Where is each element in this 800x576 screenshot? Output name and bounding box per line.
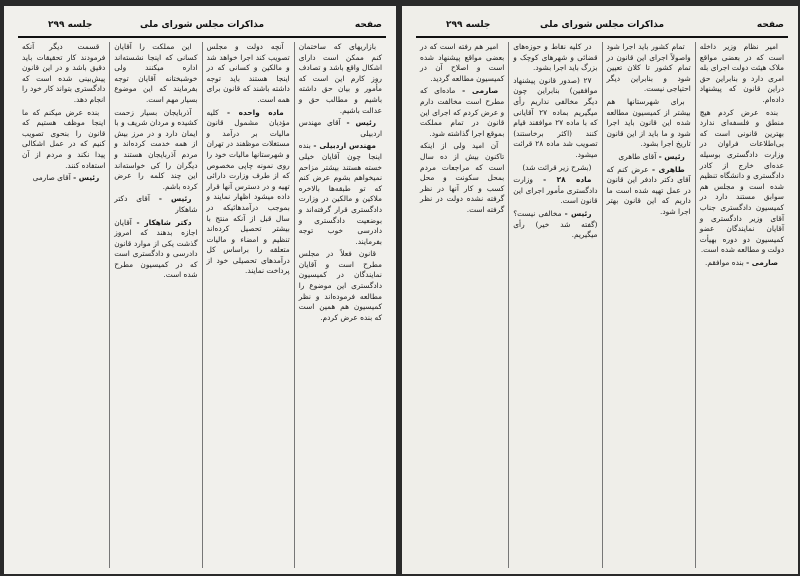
paragraph-text: بنده اینجا چون آقایان خیلی خسته هستند بیشتر مزاحم نمیخواهم بشوم عرض کنم که تو طبقه‌ها بالاخره ملاکین و مالکین در وزارت دادگستری قرار گرفته‌اند و بوضعیت دادگستری و دادرسی خوب توجه بفرمایند. bbox=[298, 141, 382, 246]
text-column bbox=[18, 42, 109, 568]
paragraph bbox=[22, 108, 105, 172]
paragraph bbox=[299, 42, 382, 116]
paragraph-text: وزارت دادگستری مأمور اجرای این قانون است. bbox=[513, 175, 598, 206]
paragraph-text: مخالفی نیست؟ (گفته شد خیر) رأی میگیریم. bbox=[513, 208, 598, 240]
page-number: صفحه bbox=[354, 20, 382, 30]
text-column bbox=[695, 42, 788, 568]
paragraph bbox=[114, 218, 197, 282]
session-number: جلسه ۲۹۹ bbox=[446, 20, 491, 30]
page-header bbox=[18, 20, 386, 36]
paragraph-text: ماده‌ای که مطرح است مخالفت دارم و عرض کردم که اجرای این قانون در تمام مملکت بموقع اجرا گذاشته شود. bbox=[420, 86, 505, 138]
speaker-name: رئیس - bbox=[73, 173, 100, 183]
paragraph bbox=[513, 76, 597, 161]
paragraph bbox=[607, 165, 691, 218]
speaker-name: صارمی - bbox=[462, 86, 499, 96]
header-rule bbox=[416, 36, 788, 38]
paragraph bbox=[700, 108, 784, 256]
speaker-name: ماده واحده - bbox=[227, 107, 284, 117]
paragraph bbox=[513, 42, 597, 74]
paragraph bbox=[299, 118, 382, 139]
right-page bbox=[402, 6, 798, 574]
paragraph bbox=[22, 42, 105, 106]
paragraph-text: بنده عرض میکنم که ما اینجا موظف هستیم که قانون را بنحوی تصویب کنیم که در عمل اشکالی پیدا نکند و مردم از آن استفاده کنند. bbox=[22, 107, 106, 170]
speaker-name: رئیس - bbox=[564, 208, 592, 218]
paragraph bbox=[700, 258, 784, 269]
paragraph bbox=[420, 141, 504, 215]
paragraph bbox=[114, 108, 197, 193]
paragraph-text: بنده عرض کردم هیچ منطق و فلسفه‌ای ندارد بهترین قانونی است که بی‌اطلاعات فراوان در وزارت دادگستری بوسیله عده‌ای خارج از کادر دادگستری و دانشگاه تنظیم شده است و مجلس هم سوابق مستند دارد در کمیسیون دادگستری جناب آقای وزیر دادگستری و آقایان نمایندگان عضو کمیسیون دو دوره بهیأت دولت و مطالعه شده است. bbox=[699, 107, 784, 255]
paragraph-text: آقای دکتر شاهکار bbox=[114, 194, 198, 214]
paragraph bbox=[513, 163, 597, 174]
paragraph-text: تمام کشور باید اجرا شود واصولاً اجرای این قانون در تمام کشور تا کلان تعیین شود و بنابراین دیگر احتیاجی نیست. bbox=[606, 42, 691, 94]
paragraph-text: در کلیه نقاط و حوزه‌های قضائی و شهرهای کوچک و بزرگ باید اجرا بشود. bbox=[513, 42, 598, 73]
text-columns bbox=[416, 42, 788, 568]
text-column bbox=[202, 42, 294, 568]
page-number: صفحه bbox=[756, 20, 784, 30]
text-column bbox=[109, 42, 201, 568]
paragraph bbox=[513, 209, 597, 241]
text-column bbox=[602, 42, 695, 568]
running-title: مذاکرات مجلس شورای ملی bbox=[139, 20, 265, 30]
paragraph-text: برای شهرستانها هم بیشتر از کمیسیون مطالعه شده این قانون باید اجرا شود و ما باید از این قانون تاریخ اجرا بشود. bbox=[606, 96, 691, 149]
paragraph bbox=[420, 86, 504, 139]
paragraph-text: بنده موافقم. bbox=[705, 257, 744, 267]
paragraph bbox=[114, 42, 197, 106]
paragraph-text: آنچه دولت و مجلس تصویب کند اجرا خواهد شد و مالکین و کسانی که در اینجا هستند باید توجه داشته باشند که قانون برای همه است. bbox=[206, 42, 290, 104]
speaker-name: رئیس - bbox=[658, 151, 685, 161]
paragraph bbox=[299, 249, 382, 323]
paragraph-text: آقای صارمی bbox=[32, 173, 71, 183]
paragraph bbox=[607, 152, 691, 163]
speaker-name: دکتر شاهکار - bbox=[136, 217, 192, 227]
paragraph bbox=[207, 108, 290, 278]
text-columns bbox=[18, 42, 386, 568]
left-page bbox=[4, 6, 396, 574]
paragraph bbox=[700, 42, 784, 106]
paragraph-text: آذربایجان بسیار زحمت کشیده و مردان شریف و با ایمان دارد و در مرز بیش از همه خدمت کرده‌اند و مردم آذربایجان هستند و دیگران را کی خواسته‌اند این چند کلمه را عرض کرده باشم. bbox=[114, 107, 198, 191]
session-number: جلسه ۲۹۹ bbox=[48, 20, 93, 30]
paragraph bbox=[607, 97, 691, 150]
paragraph bbox=[607, 42, 691, 95]
paragraph bbox=[299, 141, 382, 247]
text-column bbox=[508, 42, 601, 568]
paragraph-text: آقای مهندس اردبیلی bbox=[298, 118, 382, 138]
paragraph bbox=[207, 42, 290, 106]
paragraph-text: آن امید ولی از اینکه تاکنون بیش از ده سال است که مراجعات مردم بمحل سکونت و محل کسب و کار آنها در نظر گرفته نشده دولت در نظر گرفته است. bbox=[420, 141, 505, 214]
paragraph-text: قسمت دیگر آنکه فرمودند کار تحقیقات باید دقیق باشد و در این قانون پیش‌بینی شده است که دادگستری بتواند کار خود را انجام دهد. bbox=[22, 42, 106, 104]
paragraph-text: قانون فعلاً در مجلس مطرح است و آقایان نمایندگان در کمیسیون دادگستری این موضوع را مطالعه فرموده‌اند و نظر کمیسیون هم همین است که بنده عرض کردم. bbox=[298, 249, 382, 322]
page-header bbox=[416, 20, 788, 36]
speaker-name: ماده ۲۸ - bbox=[543, 175, 592, 185]
paragraph-text: آقایان اجازه بدهند که امروز گذشت یکی از موارد قانون دادرسی و دادگستری است که در کمیسیون مطرح شده است. bbox=[114, 217, 198, 280]
paragraph-text: امیر نظام وزیر داخله است که در بعضی مواقع ملاک هیئت دولت اجرای بله امری دارد و بنابراین حق دراین قانون که پیشنهاد داده‌ام. bbox=[699, 42, 784, 104]
header-rule bbox=[18, 36, 386, 38]
paragraph bbox=[420, 42, 504, 84]
paragraph-text: بازاریهای که ساختمان کنم ممکن است دارای اشکال واقع باشد و تصادف روز کارم این است که مأمور و بیان حق داشته باشیم و مطالب حق و عدالت باشیم. bbox=[298, 42, 382, 115]
running-title: مذاکرات مجلس شورای ملی bbox=[539, 20, 665, 30]
speaker-name: صارمی - bbox=[746, 257, 778, 267]
paragraph-text: کلیه مؤدیان مشمول قانون مالیات بر درآمد و مستغلات موظفند در تهران و شهرستانها مالیات خود را روی نمونه چاپی مخصوص که از طرف وزارت دارائی تهیه و در دسترس آنها قرار داده میشود اظهار نمایند و بموجب درآمدهائیکه در سال قبل از آنکه منتج با بیشتر تحصیل کرده‌اند تنظیم و امضاء و مالیات متعلقه را براساس کل درآمدهای تحصیلی خود از پرداخت نمایند. bbox=[206, 107, 290, 276]
speaker-name: مهندس اردبیلی - bbox=[313, 141, 376, 151]
paragraph bbox=[22, 173, 105, 184]
speaker-name: رئیس - bbox=[158, 194, 192, 204]
paragraph-text: (بشرح زیر قرائت شد) bbox=[522, 162, 592, 172]
paragraph-text: این مملکت را آقایان کسانی که اینجا نشسته‌اند اداره میکنند ولی خوشبختانه آقایان توجه بفرمایند که این موضوع بسیار مهم است. bbox=[114, 42, 198, 104]
paragraph-text: امیر هم رفته است که در بعضی مواقع پیشنهاد شده است و اصلاح آن در کمیسیون مطالعه گردید. bbox=[420, 42, 505, 83]
paragraph-text: آقای طاهری bbox=[618, 151, 657, 161]
paragraph-text: ۲۷ (صدور قانون پیشنهاد موافقین) بنابراین چون دیگر مخالفی نداریم رأی میگیریم بماده ۲۷ آقایانی که با ماده ۲۷ موافقند قیام کنند (اکثر برخاستند) تصویب شد ماده ۲۸ قرائت میشود. bbox=[513, 75, 598, 159]
paragraph bbox=[114, 194, 197, 215]
paragraph-text: عرض کنم که آقای دکتر دادفر این قانون در عمل تهیه شده است ما داریم که این قانون بهتر اجرا شود. bbox=[606, 164, 691, 216]
paragraph bbox=[513, 175, 597, 207]
speaker-name: طاهری - bbox=[651, 164, 685, 174]
text-column bbox=[416, 42, 508, 568]
text-column bbox=[294, 42, 386, 568]
speaker-name: رئیس - bbox=[346, 118, 376, 128]
